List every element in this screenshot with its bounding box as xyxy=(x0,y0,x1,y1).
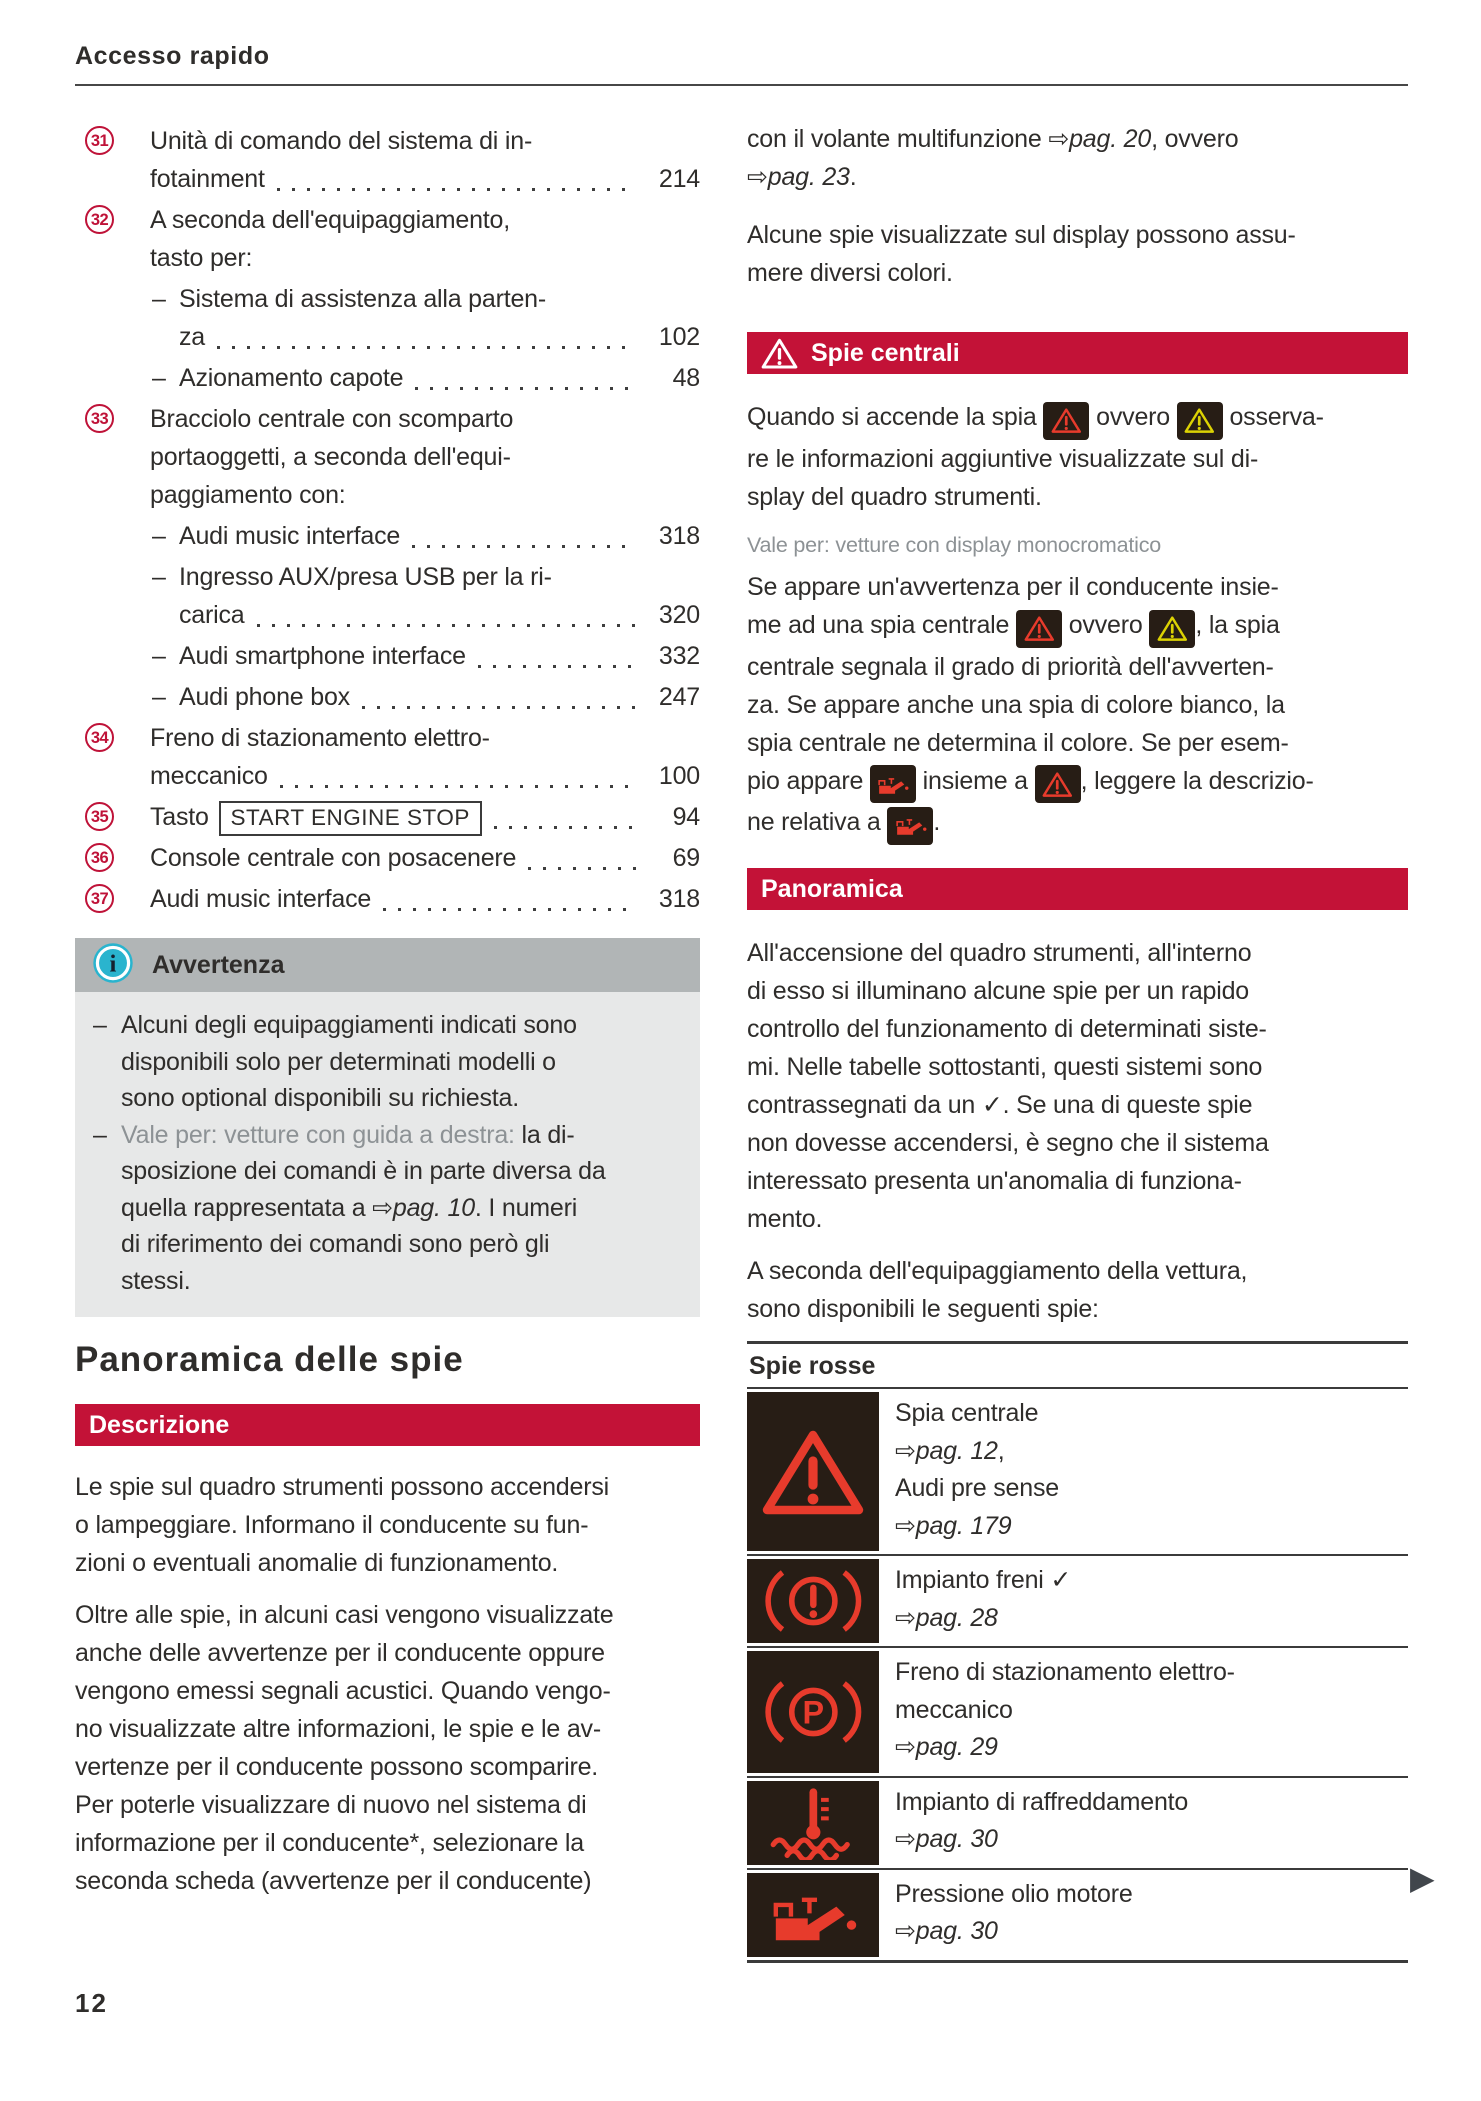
note-header xyxy=(75,938,700,992)
toc-item-text: Ingresso AUX/presa USB per la ri- xyxy=(179,563,552,591)
spie-centrali-bar-label: Spie centrali xyxy=(811,338,960,367)
toc-item-text: Audi phone box xyxy=(179,683,350,711)
spie-rosse-row-text: Freno di stazionamento elettro- meccanico ⇨pag. 29 xyxy=(895,1658,1235,1761)
display-monocromatico-paragraph: Se appare un'avvertenza per il conducente insie- me ad una spia centrale ovvero , la spia centrale segnala il grado di priorità dell'avverten- za. Se appare anche una spia di colore bianco, la spia centrale ne determina il colore. Se per esem- pio appare insieme a , leggere la descrizio- ne relativa a . xyxy=(747,568,1422,845)
toc-item-text: meccanico xyxy=(150,762,268,790)
warning-triangle-icon xyxy=(761,337,798,370)
toc-item-32 xyxy=(75,201,700,277)
header-rule xyxy=(75,84,1408,86)
spie-rosse-row xyxy=(747,1389,1408,1556)
toc-page-number: 100 xyxy=(658,762,700,790)
page-reference: ⇨pag. 30 xyxy=(895,1825,998,1853)
dot-leader xyxy=(362,706,636,709)
toc-subitem xyxy=(75,517,700,555)
toc-page-number: 69 xyxy=(672,844,700,872)
list-dash: – xyxy=(152,285,166,313)
toc-item-text: Audi music interface xyxy=(179,522,401,550)
toc-item-text: A seconda dell'equipaggiamento, xyxy=(150,206,510,234)
item-number-badge: 34 xyxy=(85,723,114,752)
spie-rosse-row xyxy=(747,1556,1408,1648)
central-warning-yellow-icon xyxy=(1177,402,1223,440)
item-number-badge: 33 xyxy=(85,404,114,433)
spie-rosse-row xyxy=(747,1778,1408,1870)
page-reference: ⇨pag. 20 xyxy=(1048,125,1152,153)
toc-item-text: Tasto START ENGINE STOP xyxy=(150,798,482,836)
toc-item-text: portaoggetti, a seconda dell'equi- xyxy=(150,443,511,471)
spie-rosse-row xyxy=(747,1870,1408,1963)
dot-leader xyxy=(257,624,637,627)
page-reference: ⇨pag. 12 xyxy=(895,1436,998,1465)
brake-system-icon xyxy=(747,1559,879,1643)
descrizione-bar xyxy=(75,1404,700,1446)
vale-per-note: Vale per: vetture con display monocromatico xyxy=(747,533,1162,557)
page-header: Accesso rapido xyxy=(75,42,270,70)
list-dash: – xyxy=(93,1011,107,1039)
page-reference: ⇨pag. 10 xyxy=(372,1193,475,1222)
toc-page-number: 94 xyxy=(672,803,700,831)
note-box xyxy=(75,938,700,1317)
toc-item-33 xyxy=(75,400,700,514)
central-warning-yellow-icon xyxy=(1149,610,1195,648)
dot-leader xyxy=(280,785,636,788)
toc-subitem xyxy=(75,359,700,397)
list-dash: – xyxy=(152,364,166,392)
toc-subitem xyxy=(75,280,700,356)
list-dash: – xyxy=(152,522,166,550)
toc-page-number: 247 xyxy=(658,683,700,711)
spie-rosse-row-text: Impianto freni ✓ ⇨pag. 28 xyxy=(895,1566,1072,1632)
dot-leader xyxy=(478,665,636,668)
oil-pressure-icon xyxy=(747,1873,879,1957)
toc-page-number: 318 xyxy=(658,885,700,913)
note-item: – Vale per: vetture con guida a destra: la di- sposizione dei comandi è in parte diversa da quella rappresentata a ⇨pag. 10. I numeri di riferimento dei comandi sono però gli stessi. xyxy=(91,1117,686,1300)
central-warning-icon xyxy=(747,1392,879,1551)
toc-subitem xyxy=(75,678,700,716)
dot-leader xyxy=(494,826,636,829)
dot-leader xyxy=(415,387,636,390)
toc-page-number: 332 xyxy=(658,642,700,670)
page-reference: ⇨pag. 30 xyxy=(895,1917,998,1945)
toc-item-text: Sistema di assistenza alla parten- xyxy=(179,285,546,313)
toc-item-34 xyxy=(75,719,700,795)
toc-item-text: Unità di comando del sistema di in- xyxy=(150,127,533,155)
descrizione-paragraph-1: Le spie sul quadro strumenti possono accendersi o lampeggiare. Informano il conducente su fun- zioni o eventuali anomalie di funzionamento. xyxy=(75,1473,609,1577)
toc-page-number: 320 xyxy=(658,601,700,629)
spie-rosse-table xyxy=(747,1341,1408,1963)
dot-leader xyxy=(277,188,636,191)
item-number-badge: 32 xyxy=(85,205,114,234)
svg-text:i: i xyxy=(109,949,117,977)
toc-item-text: fotainment xyxy=(150,165,265,193)
page-reference: ⇨pag. 29 xyxy=(895,1733,998,1761)
section-heading: Panoramica delle spie xyxy=(75,1340,464,1379)
toc-item-text: tasto per: xyxy=(150,244,253,272)
page-reference: ⇨pag. 179 xyxy=(895,1511,1012,1540)
note-body xyxy=(75,992,700,1317)
right-colors-paragraph: Alcune spie visualizzate sul display possono assu- mere diversi colori. xyxy=(747,221,1296,287)
central-warning-red-icon xyxy=(1035,765,1081,803)
toc-item-text: carica xyxy=(179,601,245,629)
spie-rosse-row-text: Impianto di raffreddamento ⇨pag. 30 xyxy=(895,1787,1189,1853)
descrizione-bar-label: Descrizione xyxy=(89,1410,230,1439)
page-reference: ⇨pag. 28 xyxy=(895,1603,998,1632)
note-item: – Alcuni degli equipaggiamenti indicati sono disponibili solo per determinati modelli o sono optional disponibili su richiesta. xyxy=(91,1007,686,1117)
table-continuation-marker: ▶ xyxy=(1410,1860,1435,1896)
cooling-system-icon xyxy=(747,1781,879,1865)
toc-item-text: Console centrale con posacenere xyxy=(150,844,517,872)
toc-item-31 xyxy=(75,122,700,198)
spie-centrali-paragraph: Quando si accende la spia ovvero osserva- re le informazioni aggiuntive visualizzate sul di- splay del quadro strumenti. xyxy=(747,403,1324,511)
spie-rosse-row-text: Pressione olio motore ⇨pag. 30 xyxy=(895,1879,1133,1945)
spie-rosse-row xyxy=(747,1648,1408,1778)
info-icon xyxy=(91,941,135,990)
start-engine-stop-key: START ENGINE STOP xyxy=(219,801,482,836)
quick-access-toc xyxy=(75,122,700,921)
list-dash: – xyxy=(152,642,166,670)
toc-page-number: 214 xyxy=(658,165,700,193)
toc-item-text: Audi music interface xyxy=(150,885,372,913)
item-number-badge: 31 xyxy=(85,126,114,155)
page-number: 12 xyxy=(75,1988,108,2018)
toc-subitem xyxy=(75,637,700,675)
parking-brake-icon xyxy=(747,1651,879,1773)
toc-page-number: 48 xyxy=(672,364,700,392)
toc-subitem xyxy=(75,558,700,634)
central-warning-red-icon xyxy=(1043,402,1089,440)
central-warning-red-icon xyxy=(1016,610,1062,648)
spie-rosse-row-text: Spia centrale ⇨pag. 12, Audi pre sense ⇨pag. 179 xyxy=(895,1399,1059,1540)
toc-item-text: Azionamento capote xyxy=(179,364,404,392)
toc-item-text: paggiamento con: xyxy=(150,481,346,509)
panoramica-paragraph-1: All'accensione del quadro strumenti, all'interno di esso si illuminano alcune spie per un rapido controllo del funzionamento di determinati siste- mi. Nelle tabelle sottostanti, questi sistemi sono contrassegnati da un ✓. Se una di queste spie non dovesse accendersi, è segno che il sistema interessato presenta un'anomalia di funziona- mento. xyxy=(747,939,1269,1233)
item-number-badge: 37 xyxy=(85,884,114,913)
toc-item-text: Bracciolo centrale con scomparto xyxy=(150,405,514,433)
dot-leader xyxy=(528,867,636,870)
toc-item-text: za xyxy=(179,323,206,351)
toc-item-text: Audi smartphone interface xyxy=(179,642,466,670)
toc-page-number: 318 xyxy=(658,522,700,550)
dot-leader xyxy=(383,908,636,911)
list-dash: – xyxy=(152,683,166,711)
spie-rosse-table-header: Spie rosse xyxy=(747,1344,1408,1389)
note-title: Avvertenza xyxy=(152,950,285,979)
toc-item-35 xyxy=(75,798,700,836)
right-intro-paragraph: con il volante multifunzione ⇨pag. 20, ovvero ⇨pag. 23. xyxy=(747,125,1239,191)
toc-item-37 xyxy=(75,880,700,918)
oil-pressure-red-icon xyxy=(887,807,933,845)
panoramica-bar xyxy=(747,868,1408,910)
toc-item-36 xyxy=(75,839,700,877)
dot-leader xyxy=(412,545,636,548)
svg-text:P: P xyxy=(802,1694,824,1731)
toc-page-number: 102 xyxy=(658,323,700,351)
spie-centrali-bar xyxy=(747,332,1408,374)
item-number-badge: 35 xyxy=(85,802,114,831)
list-dash: – xyxy=(93,1120,107,1149)
descrizione-paragraph-2: Oltre alle spie, in alcuni casi vengono visualizzate anche delle avvertenze per il conducente oppure vengono emessi segnali acustici. Quando vengo- no visualizzate altre informazioni, le spie e le av- vertenze per il conducente possono scomparire. Per poterle visualizzare di nuovo nel sistema di informazione per il conducente*, selezionare la seconda scheda (avvertenze per il conducente) xyxy=(75,1601,614,1895)
toc-item-text: Freno di stazionamento elettro- xyxy=(150,724,490,752)
oil-pressure-red-icon xyxy=(870,765,916,803)
panoramica-paragraph-2: A seconda dell'equipaggiamento della vettura, sono disponibili le seguenti spie: xyxy=(747,1257,1248,1323)
list-dash: – xyxy=(152,563,166,591)
item-number-badge: 36 xyxy=(85,843,114,872)
dot-leader xyxy=(217,346,636,349)
page-reference: ⇨pag. 23 xyxy=(747,163,850,191)
panoramica-bar-label: Panoramica xyxy=(761,874,903,903)
